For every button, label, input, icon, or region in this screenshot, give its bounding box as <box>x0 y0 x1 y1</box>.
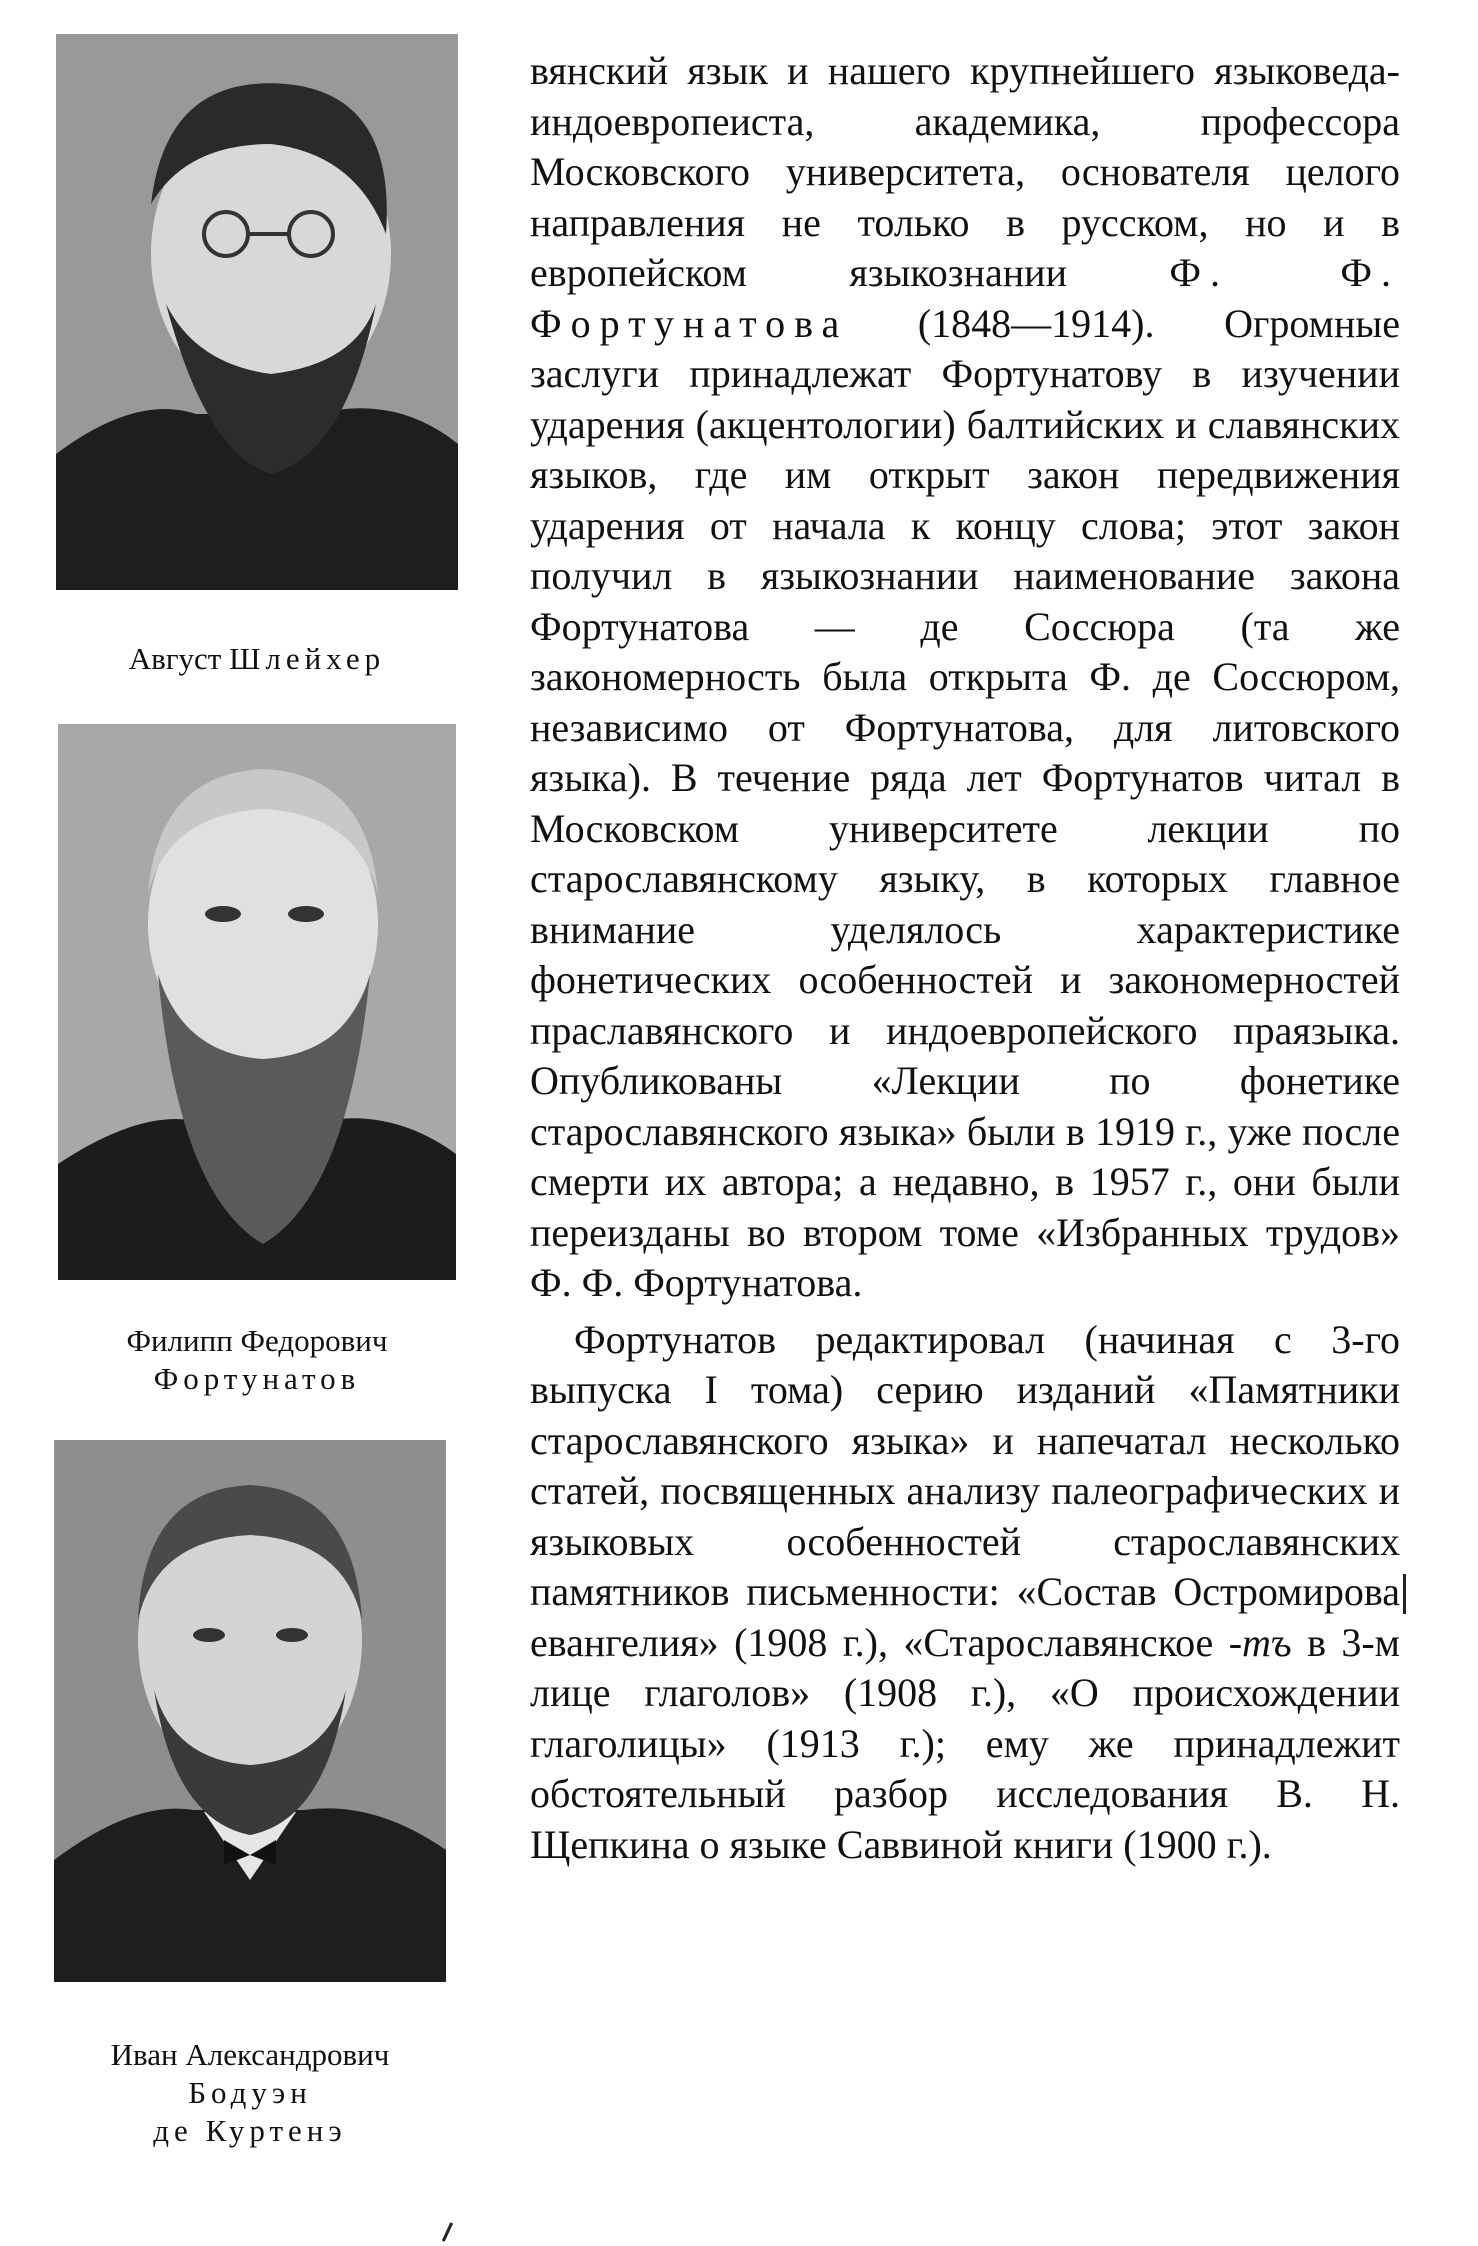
portrait-schleicher <box>56 34 458 590</box>
caption-schleicher-last: Шлейхер <box>229 641 386 676</box>
portrait-schleicher-icon <box>56 34 458 590</box>
p2-start: Фортунатов редактировал (начиная с 3-го выпуска I тома) серию изданий «Памятники старославянского языка» и напечатал несколько статей, посвященных анализу палеографических и языковых особенностей старославянских памятников письменности: «Состав Остромирова евангелия» (1908 г.), «Старославянское <box>530 1316 1400 1665</box>
caption-baudouin-line2: Бодуэн <box>188 2075 312 2110</box>
bottom-mark-icon <box>442 2222 453 2241</box>
portrait-baudouin <box>54 1440 446 1982</box>
p1-rest: (1848—1914). Огромные заслуги принадлежат Фортунатову в изучении ударения (акцентологии) балтийских и славянских языков, где им открыт закон передвижения ударения от начала к концу слова; этот закон получил в языкознании наименование закона Фортунатова — де Соссюра (та же закономерность была открыта Ф. де Соссюром, независимо от Фортунатова, для литовского языка). В течение ряда лет Фортунатов читал в Московском университете лекции по старославянскому языку, в которых главное внимание уделялось характеристике фонетических особенностей и закономерностей праславянского и индоевропейского праязыка. Опубликованы «Лекции по фонетике старославянского языка» были в 1919 г., уже после смерти их автора; а недавно, в 1957 г., они были переизданы во втором томе «Избранных трудов» Ф. Ф. Фортунатова. <box>530 300 1400 1305</box>
caption-schleicher-first: Август <box>128 641 222 676</box>
p2-rest: в 3-м лице глаголов» (1908 г.), «О происхождении глаголицы» (1913 г.); ему же принадлежит обстоятельный разбор исследования В. Н. Щепкина о языке Саввиной книги (1900 г.). <box>530 1619 1400 1867</box>
margin-mark-icon <box>1403 1574 1406 1614</box>
caption-baudouin-line1: Иван Александрович <box>110 2037 390 2072</box>
caption-baudouin-line3: де Куртенэ <box>153 2113 347 2148</box>
p1-start: вянский язык и нашего крупнейшего языковеда-индоевропеиста, академика, профессора Московского университета, основателя целого направления не только в русском, но и в европейском языкознании <box>530 48 1400 295</box>
caption-fortunatov-line2: Фортунатов <box>153 1361 361 1396</box>
portrait-fortunatov-icon <box>58 724 456 1280</box>
caption-baudouin <box>54 2036 446 2150</box>
p1-name: Ф. Ф. Фортунатова <box>530 250 1400 346</box>
portrait-baudouin-icon <box>54 1440 446 1982</box>
caption-schleicher <box>56 640 458 678</box>
main-text <box>530 46 1400 1870</box>
paragraph-2 <box>530 1315 1400 1871</box>
caption-fortunatov <box>58 1322 456 1398</box>
portrait-fortunatov <box>58 724 456 1280</box>
p2-italic: -тъ <box>1228 1619 1292 1665</box>
caption-fortunatov-line1: Филипп Федорович <box>126 1323 388 1358</box>
paragraph-1 <box>530 46 1400 1309</box>
